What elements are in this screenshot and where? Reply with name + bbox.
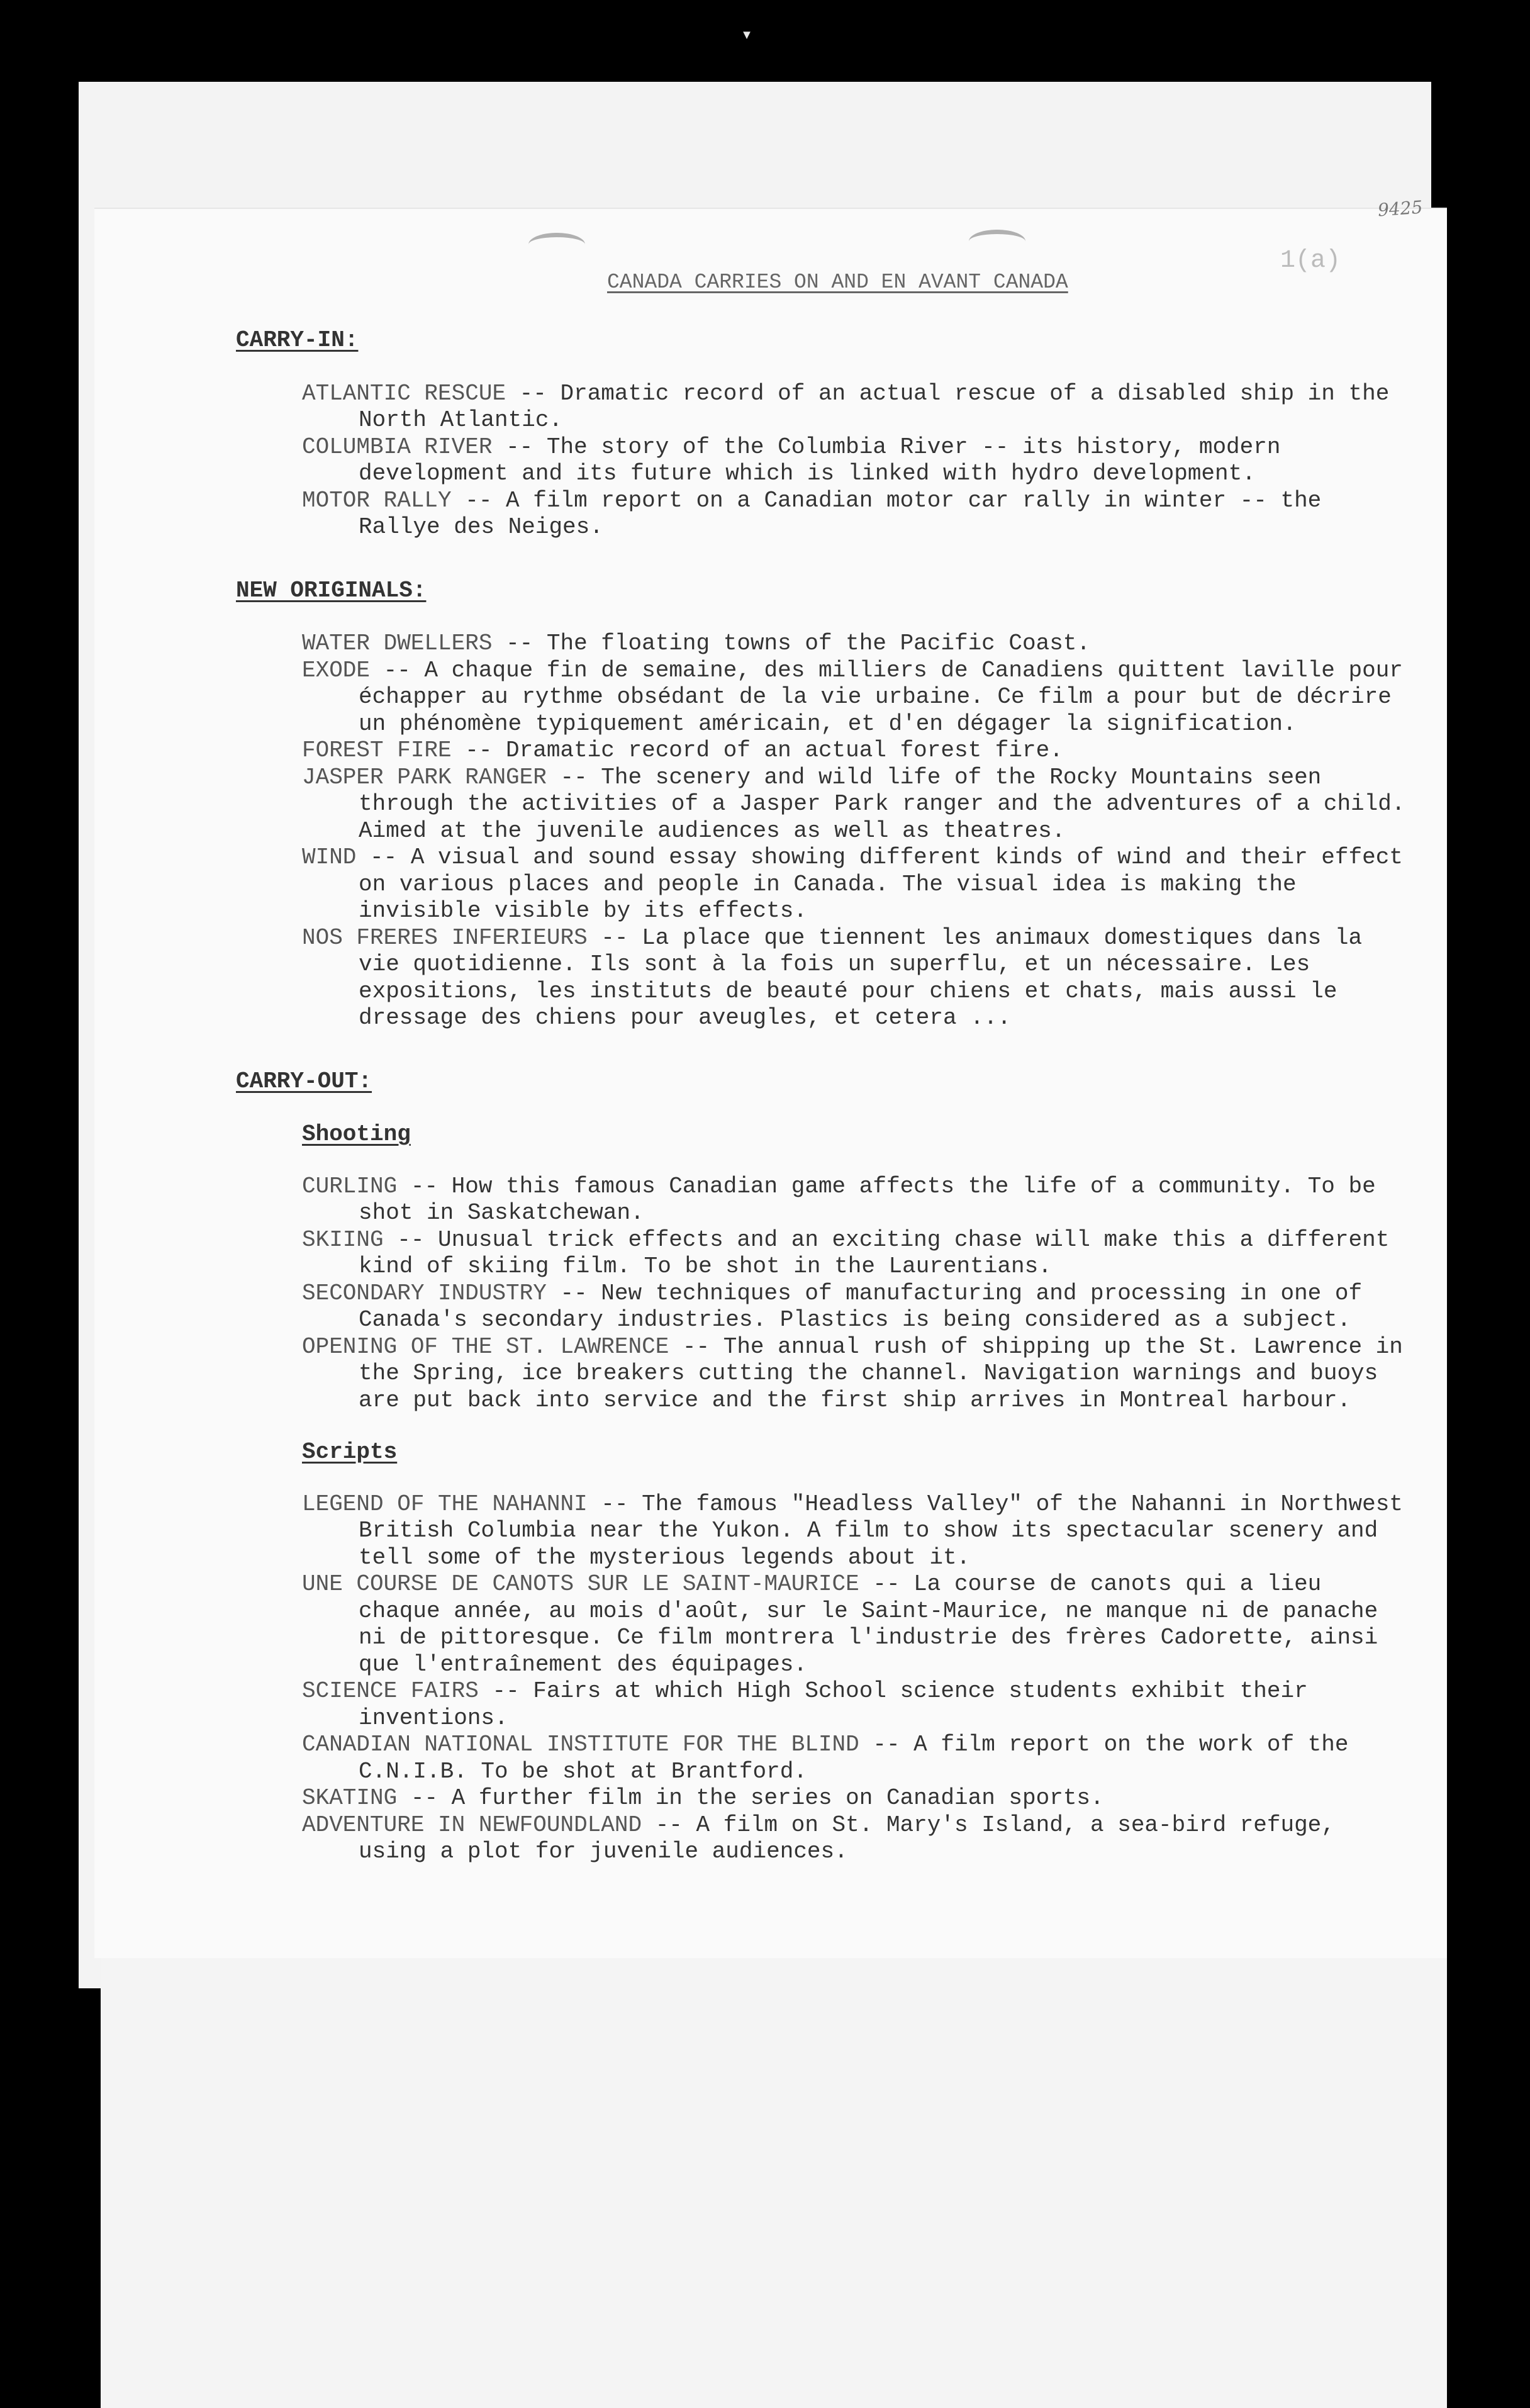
film-entry	[302, 764, 1406, 845]
film-entry	[302, 1571, 1406, 1678]
film-description: -- A visual and sound essay showing different kinds of wind and their effect on various places and people in Canada. The visual idea is making the invisible visible by its effects.	[359, 844, 1403, 924]
punch-hole-left	[528, 233, 585, 256]
punch-hole-right	[969, 230, 1025, 253]
film-description: -- A further film in the series on Canadian sports.	[410, 1785, 1104, 1811]
film-title: SKATING	[302, 1785, 398, 1811]
film-entry	[302, 1173, 1406, 1227]
film-title: LEGEND OF THE NAHANNI	[302, 1491, 588, 1517]
scan-speck: ▾	[741, 25, 753, 47]
document-body	[236, 321, 1406, 1888]
film-entry	[302, 925, 1406, 1032]
film-entry	[302, 1732, 1406, 1785]
film-description: -- Dramatic record of an actual forest fire.	[465, 737, 1063, 763]
film-title: OPENING OF THE ST. LAWRENCE	[302, 1333, 669, 1360]
document-title: CANADA CARRIES ON AND EN AVANT CANADA	[607, 271, 1068, 294]
film-title: CANADIAN NATIONAL INSTITUTE FOR THE BLIND	[302, 1732, 859, 1757]
film-title: ATLANTIC RESCUE	[302, 380, 506, 406]
film-entry	[302, 1491, 1406, 1572]
page-number: 1(a)	[1280, 247, 1341, 275]
film-description: -- The annual rush of shipping up the St. Lawrence in the Spring, ice breakers cutting the channel. Navigation warnings and buoys are put back into service and the first ship arrives in Montreal harbour.	[359, 1333, 1403, 1413]
subsection-heading: Shooting	[302, 1121, 411, 1147]
film-description: -- A film on St. Mary's Island, a sea-bird refuge, using a plot for juvenile audiences.	[359, 1812, 1335, 1864]
film-description: -- How this famous Canadian game affects the life of a community. To be shot in Saskatchewan.	[359, 1173, 1376, 1226]
film-title: COLUMBIA RIVER	[302, 434, 493, 460]
film-title: FOREST FIRE	[302, 737, 452, 763]
film-entry	[302, 1280, 1406, 1334]
film-description: -- A chaque fin de semaine, des milliers de Canadiens quittent laville pour échapper au rythme obsédant de la vie urbaine. Ce film a pour but de décrire un phénomène typiquement américain, et d'en dégager la signification.	[359, 657, 1403, 737]
film-entry	[302, 1334, 1406, 1414]
film-entry	[302, 434, 1406, 488]
film-entry	[302, 658, 1406, 738]
film-title: MOTOR RALLY	[302, 487, 452, 513]
film-description: -- La place que tiennent les animaux domestiques dans la vie quotidienne. Ils sont à la fois un superflu, et un nécessaire. Les expositions, les instituts de beauté pour chiens et chats, mais aussi le dressage des chiens pour aveugles, et cetera ...	[359, 924, 1363, 1031]
film-description: -- A film report on the work of the C.N.I.B. To be shot at Brantford.	[359, 1732, 1349, 1784]
film-entry	[302, 488, 1406, 541]
film-description: -- La course de canots qui a lieu chaque année, au mois d'août, sur le Saint-Maurice, ne manque ni de panache ni de pittoresque. Ce film montrera l'industrie des frères Cadorette, ainsi que l'entraînement des équipages.	[359, 1571, 1378, 1677]
lower-paper-sheet	[101, 1944, 1447, 2408]
film-description: -- A film report on a Canadian motor car rally in winter -- the Rallye des Neiges.	[359, 487, 1322, 540]
film-entry	[302, 1227, 1406, 1280]
film-entry	[302, 1785, 1406, 1812]
handwritten-reference-number: 9425	[1376, 196, 1424, 221]
film-entry	[302, 1678, 1406, 1732]
section-heading: NEW ORIGINALS:	[236, 577, 427, 603]
film-title: WIND	[302, 844, 357, 870]
film-title: SKIING	[302, 1226, 384, 1253]
film-title: UNE COURSE DE CANOTS SUR LE SAINT-MAURICE	[302, 1571, 859, 1597]
film-description: -- The story of the Columbia River -- its history, modern development and its future which is linked with hydro development.	[359, 434, 1281, 486]
film-entry	[302, 381, 1406, 434]
film-title: SECONDARY INDUSTRY	[302, 1280, 547, 1306]
film-description: -- The floating towns of the Pacific Coast.	[506, 630, 1091, 656]
subsection-heading: Scripts	[302, 1439, 398, 1465]
film-description: -- The famous "Headless Valley" of the Nahanni in Northwest British Columbia near the Yukon. A film to show its spectacular scenery and tell some of the mysterious legends about it.	[359, 1491, 1403, 1571]
section-heading: CARRY-OUT:	[236, 1068, 372, 1094]
film-title: ADVENTURE IN NEWFOUNDLAND	[302, 1812, 642, 1838]
film-title: SCIENCE FAIRS	[302, 1678, 479, 1704]
film-description: -- Unusual trick effects and an exciting chase will make this a different kind of skiing film. To be shot in the Laurentians.	[359, 1226, 1390, 1279]
film-title: EXODE	[302, 657, 371, 683]
film-title: NOS FRERES INFERIEURS	[302, 924, 588, 951]
film-entry	[302, 844, 1406, 925]
film-entry	[302, 630, 1406, 658]
film-title: CURLING	[302, 1173, 398, 1199]
film-description: -- The scenery and wild life of the Rocky Mountains seen through the activities of a Jasper Park ranger and the adventures of a child. Aimed at the juvenile audiences as well as theatres.	[359, 764, 1405, 844]
film-description: -- Dramatic record of an actual rescue of a disabled ship in the North Atlantic.	[359, 380, 1390, 433]
film-description: -- Fairs at which High School science students exhibit their inventions.	[359, 1678, 1308, 1731]
film-title: JASPER PARK RANGER	[302, 764, 547, 790]
film-title: WATER DWELLERS	[302, 630, 493, 656]
film-entry	[302, 737, 1406, 764]
section-heading: CARRY-IN:	[236, 327, 359, 353]
film-description: -- New techniques of manufacturing and processing in one of Canada's secondary industries. Plastics is being considered as a subject.	[359, 1280, 1363, 1333]
film-entry	[302, 1812, 1406, 1866]
